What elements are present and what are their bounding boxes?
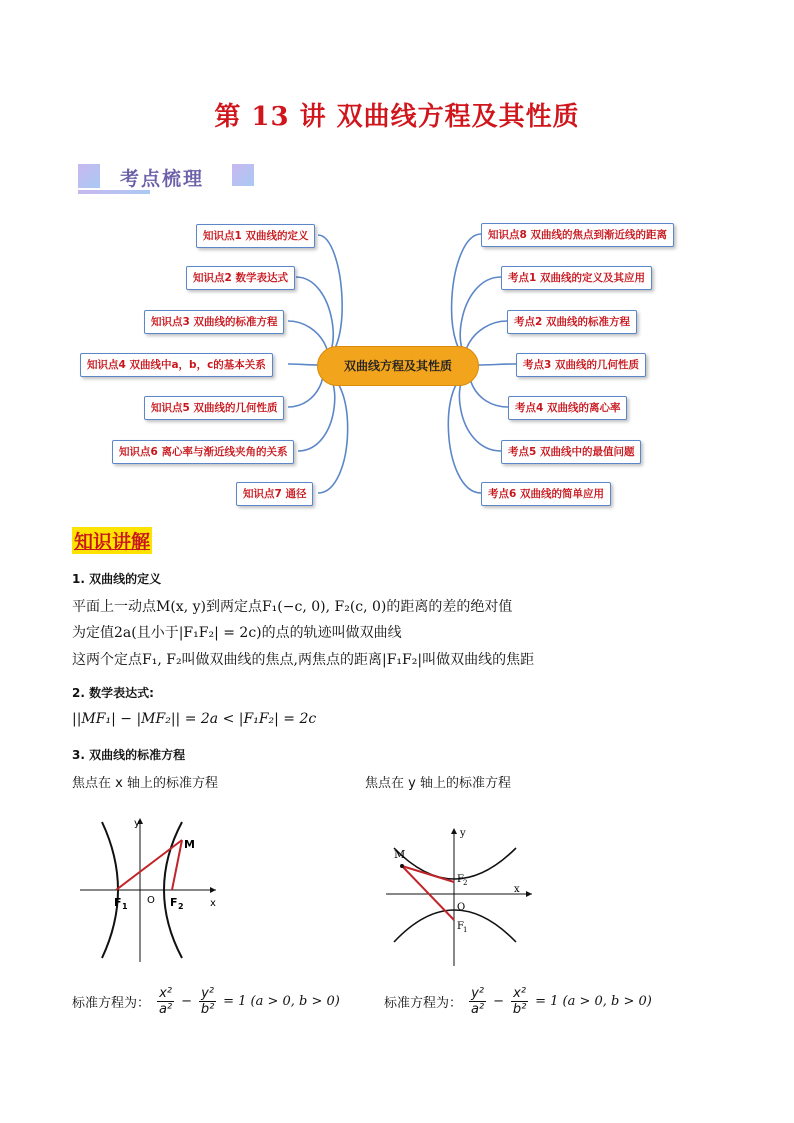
left-fig-m-label: M bbox=[184, 838, 195, 851]
right-fig-y-label: y bbox=[460, 828, 466, 839]
section-banner-label: 考点梳理 bbox=[120, 168, 205, 190]
left-eq-rest: = 1 (a > 0, b > 0) bbox=[223, 994, 340, 1009]
right-eq-frac-2 bbox=[511, 986, 528, 1017]
left-eq-den-1: a² bbox=[158, 1002, 173, 1017]
right-fig-f2-label: F bbox=[457, 874, 464, 885]
sec1-line3: 这两个定点F₁, F₂叫做双曲线的焦点,两焦点的距离|F₁F₂|叫做双曲线的焦距 bbox=[72, 652, 535, 668]
mindmap-node-right-3: 考点2 双曲线的标准方程 bbox=[507, 310, 637, 334]
mindmap-node-left-4: 知识点4 双曲线中a，b，c的基本关系 bbox=[80, 353, 273, 377]
left-standard-equation bbox=[72, 986, 340, 1017]
left-fig-y-label: y bbox=[134, 818, 140, 829]
right-eq-den-2: b² bbox=[512, 1002, 527, 1017]
mindmap-node-right-7: 考点6 双曲线的简单应用 bbox=[481, 482, 611, 506]
mindmap-node-left-2: 知识点2 数学表达式 bbox=[186, 266, 295, 290]
right-eq-frac-1 bbox=[469, 986, 486, 1017]
mindmap-node-left-6: 知识点6 离心率与渐近线夹角的关系 bbox=[112, 440, 294, 464]
mindmap-node-left-7: 知识点7 通径 bbox=[236, 482, 313, 506]
left-eq-prefix: 标准方程为： bbox=[72, 996, 151, 1011]
sec2-formula: ||MF₁| − |MF₂|| = 2a < |F₁F₂| = 2c bbox=[72, 711, 317, 727]
hyperbola-y-figure bbox=[382, 826, 542, 970]
right-fig-point-m bbox=[400, 864, 404, 868]
right-eq-operator: − bbox=[493, 994, 505, 1009]
left-fig-x-label: x bbox=[210, 898, 216, 909]
sec3-right-caption: 焦点在 y 轴上的标准方程 bbox=[365, 776, 511, 791]
page-title: 第 13 讲 双曲线方程及其性质 bbox=[214, 102, 580, 132]
left-fig-f1-label: F bbox=[114, 896, 122, 909]
mindmap-node-left-3: 知识点3 双曲线的标准方程 bbox=[144, 310, 284, 334]
right-standard-equation bbox=[384, 986, 652, 1017]
right-eq-num-2: x² bbox=[513, 986, 527, 1001]
left-fig-f2-label: F bbox=[170, 896, 178, 909]
sec3-left-caption: 焦点在 x 轴上的标准方程 bbox=[72, 776, 218, 791]
right-fig-m-label: M bbox=[394, 848, 406, 861]
right-fig-f1-sub: 1 bbox=[463, 926, 468, 934]
left-eq-frac-1 bbox=[157, 986, 174, 1017]
right-eq-prefix: 标准方程为： bbox=[384, 996, 463, 1011]
left-eq-num-2: y² bbox=[201, 986, 215, 1001]
left-fig-f1-sub: 1 bbox=[122, 902, 128, 911]
sec2-heading: 2. 数学表达式: bbox=[72, 686, 154, 700]
mindmap-node-right-1: 知识点8 双曲线的焦点到渐近线的距离 bbox=[481, 223, 674, 247]
knowledge-heading: 知识讲解 bbox=[72, 527, 152, 554]
sec1-heading: 1. 双曲线的定义 bbox=[72, 572, 162, 586]
right-fig-f1-label: F bbox=[457, 921, 464, 932]
mindmap-center-node: 双曲线方程及其性质 bbox=[317, 346, 479, 386]
left-eq-operator: − bbox=[181, 994, 193, 1009]
sec3-heading: 3. 双曲线的标准方程 bbox=[72, 748, 186, 762]
right-fig-origin-label: O bbox=[457, 902, 466, 913]
left-eq-frac-2 bbox=[199, 986, 216, 1017]
sec1-line1: 平面上一动点M(x, y)到两定点F₁(−c, 0), F₂(c, 0)的距离的差的绝对值 bbox=[72, 599, 513, 615]
right-eq-den-1: a² bbox=[470, 1002, 485, 1017]
right-fig-f2-sub: 2 bbox=[463, 879, 468, 887]
mindmap-node-right-6: 考点5 双曲线中的最值问题 bbox=[501, 440, 641, 464]
left-eq-den-2: b² bbox=[200, 1002, 215, 1017]
left-eq-num-1: x² bbox=[159, 986, 173, 1001]
left-fig-f2-sub: 2 bbox=[178, 902, 184, 911]
right-eq-num-1: y² bbox=[471, 986, 485, 1001]
left-fig-origin-label: O bbox=[147, 895, 155, 906]
mindmap-node-left-1: 知识点1 双曲线的定义 bbox=[196, 224, 315, 248]
right-eq-rest: = 1 (a > 0, b > 0) bbox=[535, 994, 652, 1009]
right-fig-x-label: x bbox=[514, 884, 520, 895]
hyperbola-x-figure bbox=[76, 812, 226, 964]
mindmap-node-right-5: 考点4 双曲线的离心率 bbox=[508, 396, 627, 420]
sec1-line2: 为定值2a(且小于|F₁F₂| = 2c)的点的轨迹叫做双曲线 bbox=[72, 625, 402, 641]
mindmap-node-left-5: 知识点5 双曲线的几何性质 bbox=[144, 396, 284, 420]
mindmap-node-right-2: 考点1 双曲线的定义及其应用 bbox=[501, 266, 652, 290]
mindmap-node-right-4: 考点3 双曲线的几何性质 bbox=[516, 353, 646, 377]
